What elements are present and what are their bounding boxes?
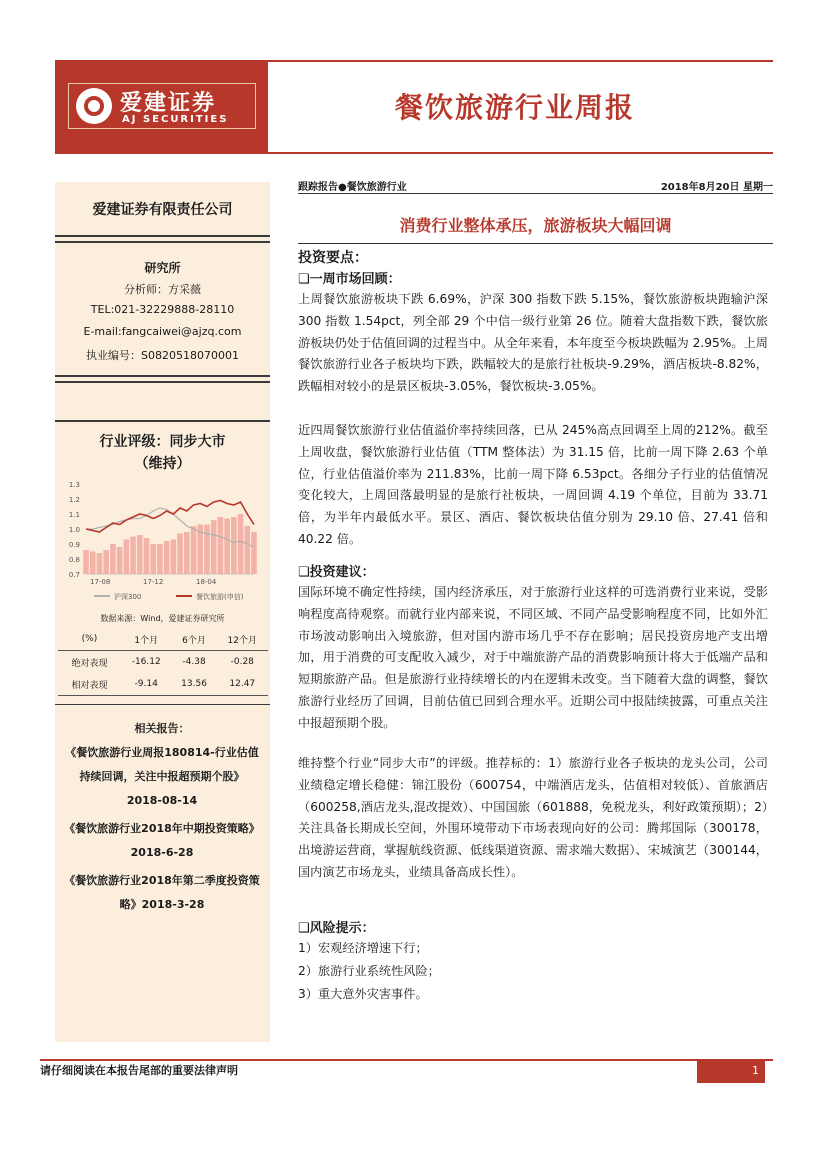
logo-text-cn: 爱建证券 xyxy=(120,91,217,116)
footer-rule xyxy=(40,1059,773,1061)
y-tick-label: 1.0 xyxy=(68,526,80,534)
sidebar-divider xyxy=(55,241,270,243)
related-report-item[interactable]: 《餐饮旅游行业周报180814-行业估值持续回调，关注中报超预期个股》2018-08-14 xyxy=(65,746,259,807)
table-cell: -4.38 xyxy=(172,650,217,673)
relative-bar xyxy=(150,544,156,574)
relative-bar xyxy=(124,540,130,575)
y-tick-label: 0.8 xyxy=(68,556,80,564)
sidebar-divider xyxy=(55,235,270,237)
logo-text-en: AJ SECURITIES xyxy=(122,114,229,125)
legend-label: 沪深300 xyxy=(114,593,142,601)
table-row xyxy=(58,650,268,673)
relative-bar xyxy=(204,525,210,575)
legend-label: 餐饮旅游(申信) xyxy=(196,593,244,601)
heading-risk: ❑风险提示： xyxy=(298,921,375,936)
analyst-name: 分析师：方采薇 xyxy=(124,283,201,296)
license-number: 执业编号：S0820518070001 xyxy=(86,349,239,362)
paragraph-review-2: 近四周餐饮旅游行业估值溢价率持续回落，已从 245%高点回调至上周的212%。截至上周收盘，餐饮旅游行业估值（TTM 整体法）为 31.15 倍，比前一周下降 2.63 个单位，行业估值溢价率为 211.83%，比前一周下降 6.53pct。各细分子行业的估值情况变化较大，上周回落最明显的是旅行社板块，一周回调 4.19 个单位，目前为 33.71 倍，为半年内最低水平。景区、酒店、餐饮板块估值分别为 29.10 倍、27.41 倍和 40.22 倍。 xyxy=(298,423,768,546)
y-tick-label: 1.3 xyxy=(68,481,80,489)
related-report-item[interactable]: 《餐饮旅游行业2018年中期投资策略》2018-6-28 xyxy=(64,822,260,859)
relative-bar xyxy=(110,544,116,574)
page-number: 1 xyxy=(752,1064,759,1077)
relative-bar xyxy=(83,550,89,574)
industry-rating: 行业评级：同步大市 xyxy=(99,434,226,450)
analyst-tel: TEL:021-32229888-28110 xyxy=(90,303,235,316)
table-header-cell: 1个月 xyxy=(134,635,159,646)
report-category: 跟踪报告●餐饮旅游行业 xyxy=(298,182,407,193)
relative-bar xyxy=(238,514,244,574)
y-tick-label: 0.7 xyxy=(68,571,80,579)
relative-bar xyxy=(130,537,136,575)
report-date: 2018年8月20日 星期一 xyxy=(660,182,773,193)
sidebar-divider xyxy=(55,381,270,383)
relative-bar xyxy=(157,544,163,574)
paragraph-advice-1: 国际环境不确定性持续，国内经济承压，对于旅游行业这样的可选消费行业来说，受影响程度高待观察。而就行业内部来说，不同区域、不同产品受影响程度不同，比如外汇市场波动影响出入境旅游，但对国内游市场几乎不存在影响；居民投资房地产支出增加，用于消费的可支配收入减少，对于中端旅游产品的消费影响预计将大于低端产品和短期旅游产品。但是旅游行业持续增长的内在逻辑未改变。当下随着大盘的调整，餐饮旅游行业经历了回调，目前估值已回到合理水平。近期公司中报陆续披露，可重点关注中报超预期个股。 xyxy=(298,585,768,730)
legal-disclaimer[interactable]: 请仔细阅读在本报告尾部的重要法律声明 xyxy=(40,1064,238,1077)
relative-bar xyxy=(137,535,143,574)
table-header-cell: 12个月 xyxy=(227,635,257,646)
relative-bar xyxy=(103,550,109,574)
relative-bar xyxy=(144,538,150,574)
x-tick-label: 17-08 xyxy=(90,578,111,586)
chart-source: 数据来源：Wind，爱建证券研究所 xyxy=(100,614,225,623)
table-header-row xyxy=(58,628,268,650)
table-cell: -9.14 xyxy=(121,673,172,696)
relative-bar xyxy=(164,541,170,574)
relative-bar xyxy=(231,517,237,574)
heading-advice: ❑投资建议： xyxy=(298,565,375,580)
table-cell: -16.12 xyxy=(121,650,172,673)
table-cell: 绝对表现 xyxy=(58,650,121,673)
sidebar-divider xyxy=(55,704,270,705)
analyst-email[interactable]: E-mail:fangcaiwei@ajzq.com xyxy=(83,325,242,338)
risk-item: 1）宏观经济增速下行； xyxy=(298,941,428,955)
relative-bar xyxy=(191,526,197,574)
main-header-rule xyxy=(298,193,773,194)
logo-mark-ring-icon xyxy=(84,96,104,116)
relative-bar xyxy=(218,517,224,574)
relative-bar xyxy=(244,526,250,574)
y-tick-label: 1.1 xyxy=(68,511,80,519)
table-cell: 相对表现 xyxy=(58,673,121,696)
section-title: 投资要点： xyxy=(298,250,368,266)
table-header-cell: (%) xyxy=(81,634,98,644)
relative-bar xyxy=(90,552,96,575)
relative-bar xyxy=(177,534,183,575)
risk-item: 2）旅游行业系统性风险； xyxy=(298,964,440,978)
header-bottom-rule xyxy=(55,152,773,154)
performance-chart xyxy=(60,476,260,626)
relative-bar xyxy=(184,532,190,574)
table-row xyxy=(58,673,268,696)
relative-bar xyxy=(117,547,123,574)
y-tick-label: 0.9 xyxy=(68,541,80,549)
related-reports-title: 相关报告： xyxy=(134,722,190,735)
relative-bar xyxy=(171,540,177,575)
relative-bar xyxy=(251,532,257,574)
risk-item: 3）重大意外灾害事件。 xyxy=(298,987,428,1001)
report-title: 餐饮旅游行业周报 xyxy=(395,91,636,124)
relative-bar xyxy=(211,520,217,574)
table-cell: 12.47 xyxy=(217,673,268,696)
sidebar-divider xyxy=(55,375,270,377)
table-cell: -0.28 xyxy=(217,650,268,673)
paragraph-review-1: 上周餐饮旅游板块下跌 6.69%，沪深 300 指数下跌 5.15%，餐饮旅游板块跑输沪深 300 指数 1.54pct，列全部 29 个中信一级行业第 26 位。随着大盘指数下跌，餐饮旅游板块仍处于估值回调的过程当中。从全年来看，本年度至今板块跌幅为 2.95%。上周餐饮旅游行业各子板块均下跌，跌幅较大的是旅行社板块-9.29%，酒店板块-8.82%，跌幅相对较小的是景区板块-3.05%，餐饮板块-3.05%。 xyxy=(298,292,768,394)
paragraph-advice-2: 维持整个行业“同步大市”的评级。推荐标的：1）旅游行业各子板块的龙头公司，公司业绩稳定增长稳健：锦江股份（600754，中端酒店龙头，估值相对较低）、首旅酒店（600258,酒店龙头,混改提效）、中国国旅（601888，免税龙头，利好政策预期）；2）关注具备长期成长空间，外围环境带动下市场表现向好的公司：腾邦国际（300178，出境游运营商，掌握航线资源、低线渠道资源、需求端大数据）、宋城演艺（300144，国内演艺市场龙头，业绩具备高成长性）。 xyxy=(298,756,768,879)
relative-bar xyxy=(97,553,103,574)
x-tick-label: 17-12 xyxy=(143,578,164,586)
heading-review: ❑一周市场回顾： xyxy=(298,272,401,287)
industry-rating-note: （维持） xyxy=(134,456,191,472)
sidebar-divider xyxy=(55,420,270,422)
y-tick-label: 1.2 xyxy=(68,496,80,504)
relative-bar xyxy=(224,519,230,575)
performance-table xyxy=(58,628,268,696)
section-rule xyxy=(298,243,773,244)
company-name: 爱建证券有限责任公司 xyxy=(92,202,233,218)
table-header-cell: 6个月 xyxy=(182,635,206,646)
table-cell: 13.56 xyxy=(172,673,217,696)
x-tick-label: 18-04 xyxy=(196,578,217,586)
report-subtitle: 消费行业整体承压，旅游板块大幅回调 xyxy=(399,216,672,235)
dept-name: 研究所 xyxy=(144,261,181,275)
related-report-item[interactable]: 《餐饮旅游行业2018年第二季度投资策略》2018-3-28 xyxy=(64,874,260,911)
